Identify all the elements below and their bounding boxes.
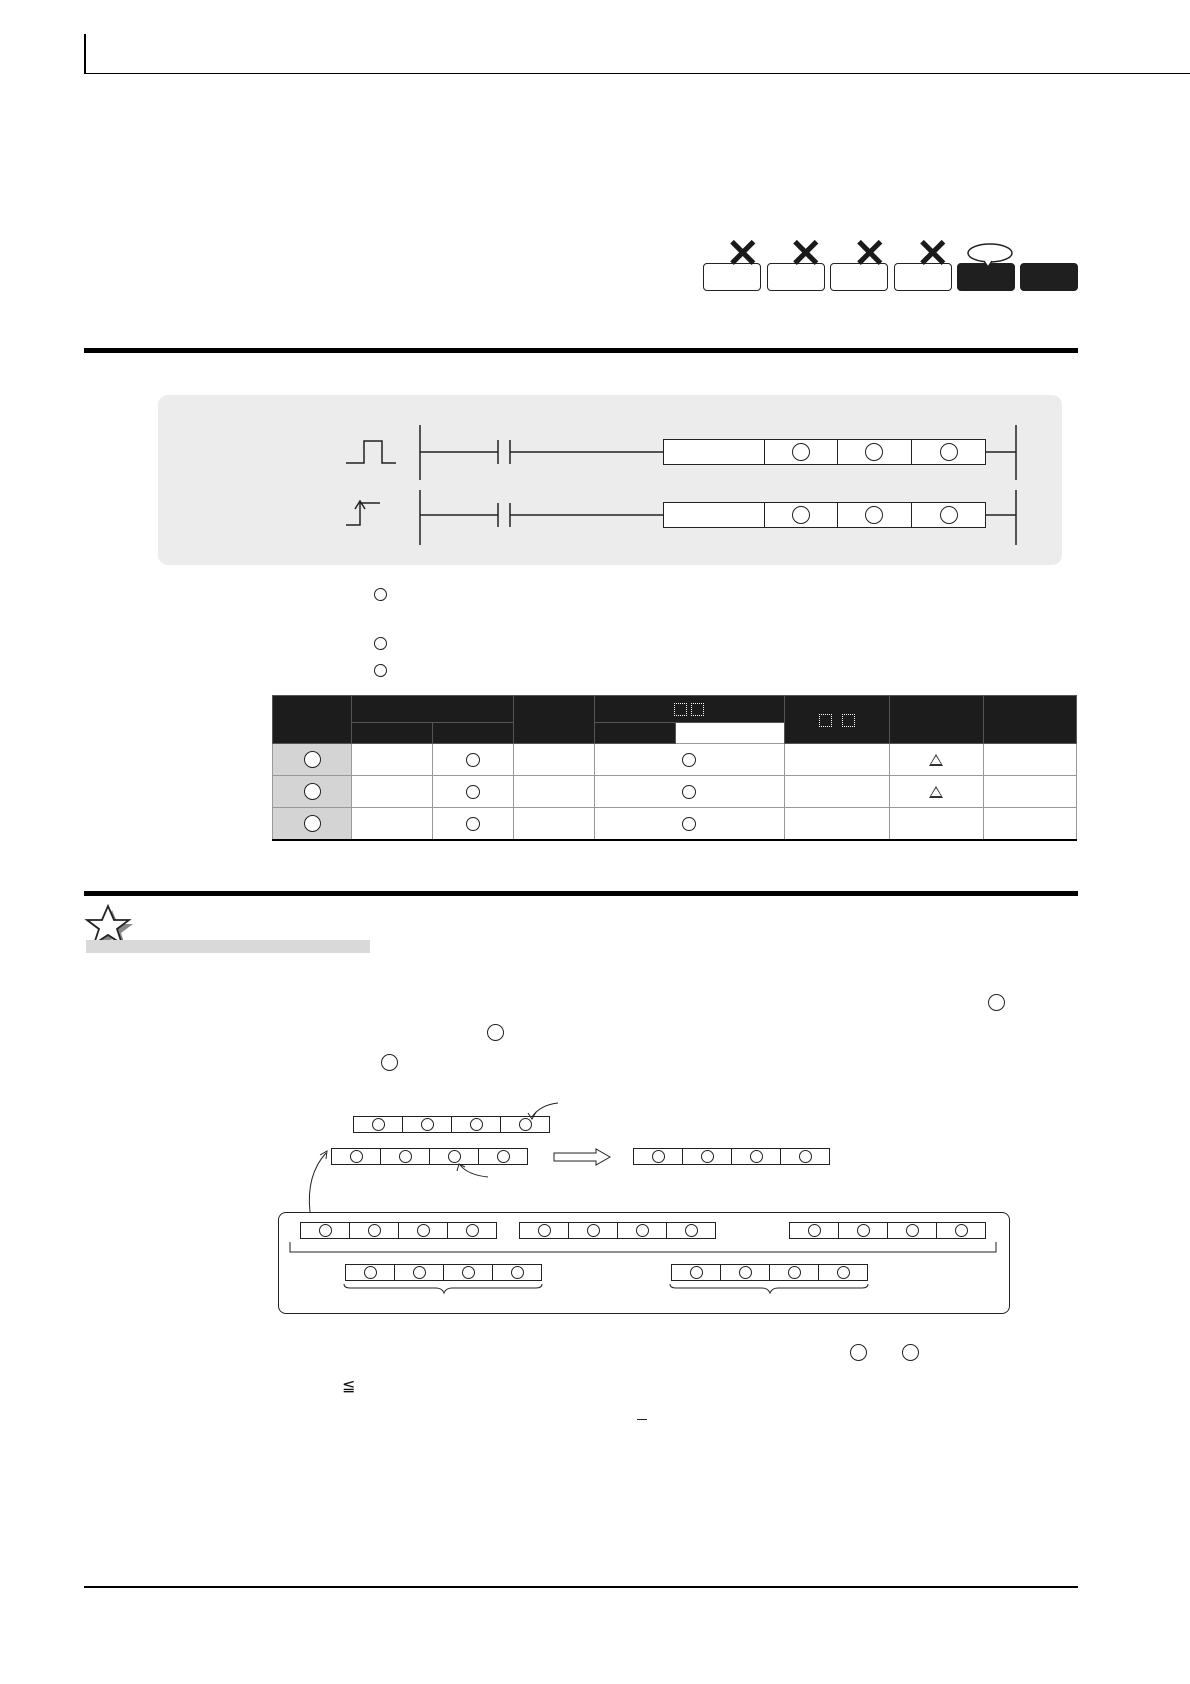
operand-circle — [940, 506, 958, 524]
cpu-badge-6 — [1020, 263, 1078, 291]
register-strip-b — [519, 1222, 716, 1239]
device-table — [272, 695, 1077, 841]
table-row — [273, 808, 1077, 841]
cross-icon: ✕ — [789, 232, 823, 276]
table-subheader-cell — [352, 723, 433, 744]
setting-data-marker-3 — [374, 664, 387, 677]
register-strip-e — [671, 1264, 868, 1281]
table-header-cell — [352, 696, 513, 723]
math-symbol: ≦ — [342, 1378, 356, 1395]
setting-data-marker-2 — [374, 637, 387, 650]
table-row — [273, 776, 1077, 808]
inline-marker — [381, 1054, 398, 1071]
inline-marker — [988, 994, 1005, 1011]
section-rule — [84, 348, 1078, 353]
cross-icon: ✕ — [853, 232, 887, 276]
cross-icon: ✕ — [916, 232, 950, 276]
inline-marker — [850, 1344, 867, 1361]
cpu-badge-5 — [957, 263, 1015, 291]
table-header-cell — [890, 696, 983, 744]
register-strip-a — [300, 1222, 497, 1239]
table-subheader-cell — [433, 723, 513, 744]
ladder-diagram — [158, 395, 1062, 565]
operand-circle — [865, 506, 883, 524]
cross-icon: ✕ — [726, 232, 760, 276]
register-strip-result — [633, 1148, 830, 1165]
footer-rule — [84, 1586, 1078, 1588]
hollow-arrow-icon — [552, 1147, 612, 1167]
inline-marker — [902, 1344, 919, 1361]
underbraces — [340, 1282, 880, 1298]
table-row — [273, 744, 1077, 776]
pulse-icon — [346, 441, 396, 463]
instruction-box-2 — [663, 502, 986, 528]
table-subheader-cell — [594, 723, 675, 744]
table-header-cell — [513, 696, 594, 744]
header-rule — [84, 73, 1190, 74]
register-strip-c — [789, 1222, 986, 1239]
operand-circle — [792, 443, 810, 461]
setting-data-marker-1 — [374, 588, 387, 601]
operand-circle — [865, 443, 883, 461]
header-vertical-tick — [84, 34, 86, 74]
rising-edge-icon — [346, 501, 380, 525]
operand-circle — [792, 506, 810, 524]
table-header-cell — [594, 696, 784, 723]
instruction-box-1 — [663, 439, 986, 465]
inline-marker — [487, 1024, 504, 1041]
operand-circle — [940, 443, 958, 461]
speech-bubble-icon — [966, 243, 1014, 267]
table-header-cell — [983, 696, 1076, 744]
register-strip-d — [345, 1264, 542, 1281]
table-header-cell — [273, 696, 352, 744]
table-header-cell — [784, 696, 889, 744]
bar-symbol — [637, 1419, 647, 1420]
section-rule — [84, 891, 1078, 896]
section-heading-bar — [86, 940, 370, 953]
